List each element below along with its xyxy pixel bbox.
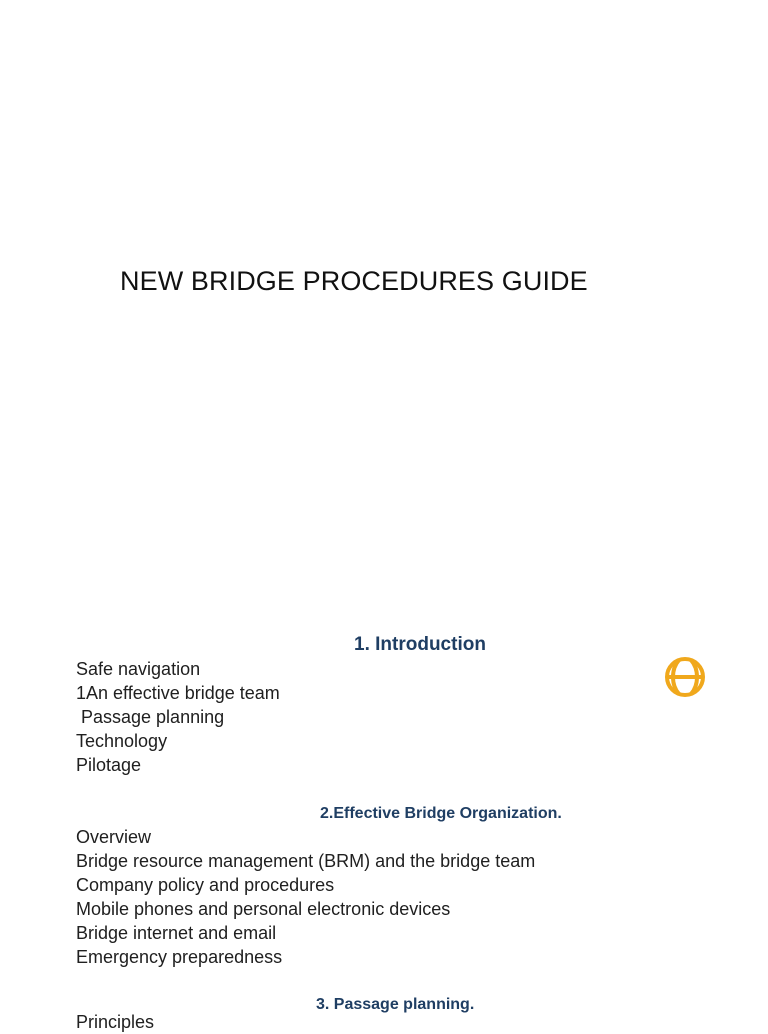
section-heading-passage-planning: 3. Passage planning. <box>316 996 475 1013</box>
list-item: Overview <box>76 827 152 847</box>
page-title: NEW BRIDGE PROCEDURES GUIDE <box>120 266 588 296</box>
section-heading-bridge-organization: 2.Effective Bridge Organization. <box>320 805 562 822</box>
list-item: Bridge internet and email <box>76 923 277 943</box>
list-item: Bridge resource management (BRM) and the bridge team <box>76 851 536 871</box>
list-item: Emergency preparedness <box>76 947 283 967</box>
list-item: Passage planning <box>76 707 225 727</box>
passage-planning-list <box>76 1010 154 1034</box>
introduction-list <box>76 657 280 777</box>
list-item: Principles <box>76 1012 155 1032</box>
list-item: Mobile phones and personal electronic devices <box>76 899 451 919</box>
list-item: 1An effective bridge team <box>76 683 280 703</box>
section-heading-introduction: 1. Introduction <box>354 634 486 655</box>
bridge-organization-list <box>76 825 535 969</box>
list-item: Company policy and procedures <box>76 875 335 895</box>
list-item: Technology <box>76 731 168 751</box>
list-item: Pilotage <box>76 755 142 775</box>
list-item: Safe navigation <box>76 659 201 679</box>
circular-emblem-icon <box>663 655 707 699</box>
